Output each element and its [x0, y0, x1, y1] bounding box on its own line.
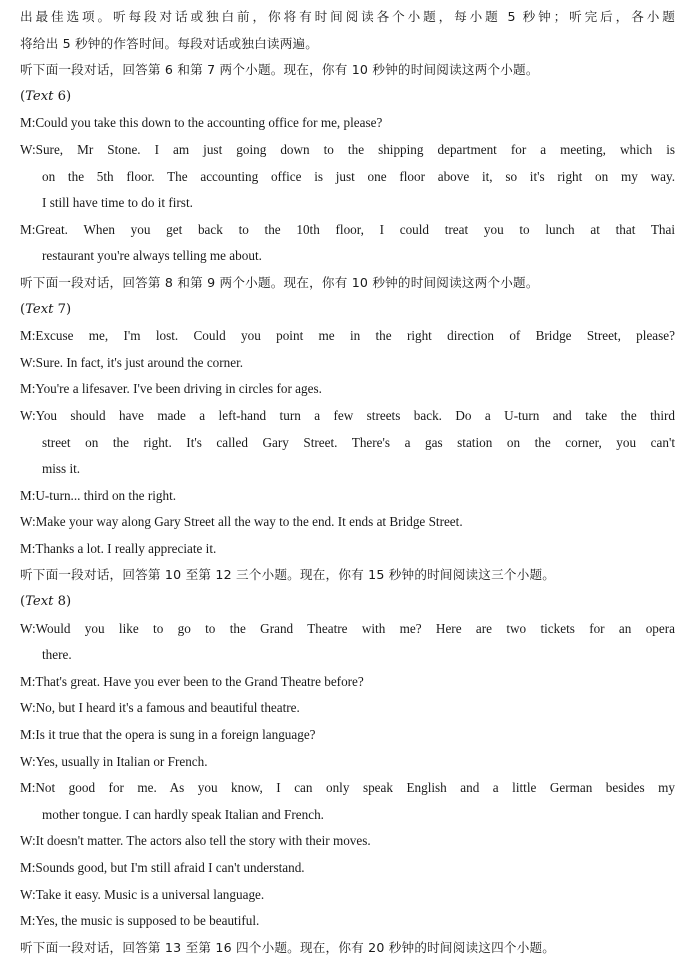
dialogue-line: W:Make your way along Gary Street all the way to the end. It ends at Bridge Street. [20, 514, 463, 530]
dialogue-line: M:Not good for me. As you know, I can only speak English and a little German besides my [20, 780, 675, 796]
label-open: ( [20, 88, 26, 104]
instruction-line: 听下面一段对话，回答第 10 至第 12 三个小题。现在，你有 15 秒钟的时间阅读这三个小题。 [20, 567, 556, 583]
transcript-page [20, 4, 675, 961]
dialogue-line: M:Thanks a lot. I really appreciate it. [20, 540, 217, 556]
label-number: 7) [53, 301, 72, 317]
dialogue-continuation-line: miss it. [42, 461, 81, 477]
dialogue-continuation-line: I still have time to do it first. [42, 195, 193, 211]
dialogue-line: M:U-turn... third on the right. [20, 487, 177, 503]
dialogue-line: W:Take it easy. Music is a universal language. [20, 886, 265, 902]
label-word: Text [25, 594, 54, 610]
dialogue-line: W:You should have made a left-hand turn a few streets back. Do a U-turn and take the third [20, 407, 675, 423]
dialogue-continuation-line: restaurant you're always telling me about. [42, 248, 262, 264]
dialogue-line: W:Would you like to go to the Grand Theatre with me? Here are two tickets for an opera [20, 620, 675, 636]
dialogue-continuation-line: street on the right. It's called Gary Street. There's a gas station on the corner, you can't [42, 434, 675, 450]
label-open: ( [20, 594, 26, 610]
dialogue-line: W:Sure, Mr Stone. I am just going down to the shipping department for a meeting, which is [20, 141, 675, 157]
dialogue-line: M:That's great. Have you ever been to the Grand Theatre before? [20, 673, 364, 689]
dialogue-line: M:Excuse me, I'm lost. Could you point me in the right direction of Bridge Street, please? [20, 328, 675, 344]
label-word: Text [25, 88, 54, 104]
text-section-label [20, 84, 675, 111]
instruction-line: 听下面一段对话，回答第 6 和第 7 两个小题。现在，你有 10 秒钟的时间阅读这两个小题。 [20, 62, 539, 78]
dialogue-line: M:Great. When you get back to the 10th floor, I could treat you to lunch at that Thai [20, 221, 675, 237]
label-number: 8) [53, 594, 72, 610]
label-number: 6) [53, 88, 72, 104]
dialogue-continuation-line: on the 5th floor. The accounting office is just one floor above it, so it's right on my way. [42, 168, 675, 184]
dialogue-line: M:You're a lifesaver. I've been driving in circles for ages. [20, 381, 322, 397]
dialogue-line: W:It doesn't matter. The actors also tell the story with their moves. [20, 833, 371, 849]
instruction-line: 出最佳选项。听每段对话或独白前，你将有时间阅读各个小题，每小题 5 秒钟；听完后，各小题 [20, 9, 675, 24]
text-section-label [20, 589, 675, 616]
dialogue-line: W:Sure. In fact, it's just around the corner. [20, 354, 244, 370]
text-section-label [20, 297, 675, 324]
dialogue-line: M:Sounds good, but I'm still afraid I can't understand. [20, 860, 305, 875]
label-word: Text [25, 301, 54, 317]
instruction-line: 听下面一段对话，回答第 13 至第 16 四个小题。现在，你有 20 秒钟的时间阅读这四个小题。 [20, 939, 556, 955]
dialogue-continuation-line: there. [42, 647, 72, 663]
dialogue-line: M:Could you take this down to the accounting office for me, please? [20, 115, 383, 131]
dialogue-line: M:Is it true that the opera is sung in a foreign language? [20, 727, 316, 743]
dialogue-line: W:No, but I heard it's a famous and beautiful theatre. [20, 700, 300, 716]
dialogue-continuation-line: mother tongue. I can hardly speak Italian and French. [42, 806, 324, 822]
instruction-line: 将给出 5 秒钟的作答时间。每段对话或独白读两遍。 [20, 35, 319, 51]
dialogue-line: M:Yes, the music is supposed to be beautiful. [20, 913, 260, 929]
instruction-line: 听下面一段对话，回答第 8 和第 9 两个小题。现在，你有 10 秒钟的时间阅读这两个小题。 [20, 274, 539, 290]
dialogue-line: W:Yes, usually in Italian or French. [20, 753, 208, 769]
label-open: ( [20, 301, 26, 317]
